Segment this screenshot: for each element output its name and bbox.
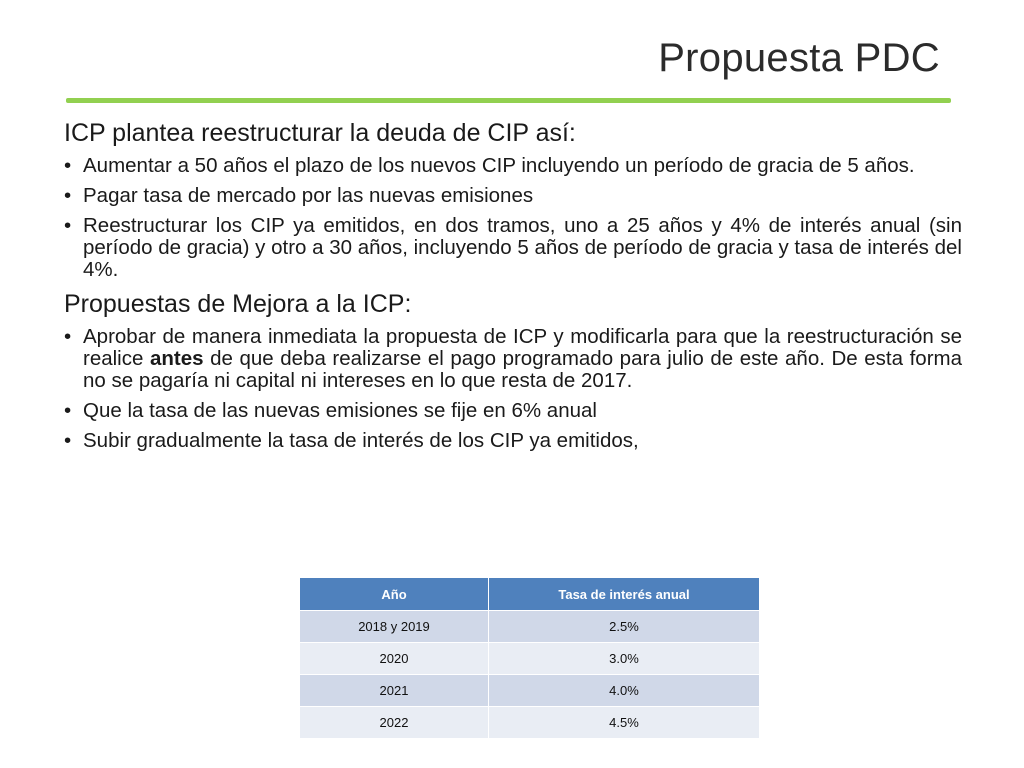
cell-year: 2018 y 2019 — [300, 611, 489, 643]
column-header-year: Año — [300, 578, 489, 611]
bullet-text: Subir gradualmente la tasa de interés de los CIP ya emitidos, — [83, 429, 639, 452]
cell-rate: 4.0% — [489, 675, 760, 707]
table-row — [300, 611, 760, 643]
cell-rate: 2.5% — [489, 611, 760, 643]
section-heading-icp: ICP plantea reestructurar la deuda de CIP así: — [64, 119, 576, 147]
cell-year: 2021 — [300, 675, 489, 707]
section-heading-mejora: Propuestas de Mejora a la ICP: — [64, 290, 412, 318]
title-underline — [66, 98, 951, 103]
slide-body — [64, 118, 962, 460]
bullet-list-mejora — [64, 326, 962, 452]
table-row — [300, 643, 760, 675]
list-item: • Reestructurar los CIP ya emitidos, en dos tramos, uno a 25 años y 4% de interés anual (sin período de gracia) y otro a 30 años, incluyendo 5 años de período de gracia y tasa de interés del 4%. — [64, 214, 962, 281]
bullet-text: Pagar tasa de mercado por las nuevas emisiones — [83, 184, 534, 207]
cell-year: 2020 — [300, 643, 489, 675]
bullet-text: Que la tasa de las nuevas emisiones se fije en 6% anual — [83, 399, 597, 422]
bullet-list-icp — [64, 155, 962, 281]
table-row — [300, 707, 760, 739]
list-item: • Aumentar a 50 años el plazo de los nuevos CIP incluyendo un período de gracia de 5 años. — [64, 154, 915, 177]
list-item: • Que la tasa de las nuevas emisiones se fije en 6% anual — [64, 399, 597, 422]
column-header-rate: Tasa de interés anual — [489, 578, 760, 611]
cell-year: 2022 — [300, 707, 489, 739]
bullet-text: Aprobar de manera inmediata la propuesta de ICP y modificarla para que la reestructuración se realice antes de que deba realizarse el pago programado para julio de este año. De esta forma no se pagaría ni capital ni intereses en lo que resta de 2017. — [83, 325, 962, 392]
bold-word: antes — [149, 347, 204, 370]
list-item: • Pagar tasa de mercado por las nuevas emisiones — [64, 184, 534, 207]
table-header-row — [300, 578, 760, 611]
list-item: • Subir gradualmente la tasa de interés de los CIP ya emitidos, — [64, 429, 639, 452]
list-item: • Aprobar de manera inmediata la propuesta de ICP y modificarla para que la reestructuración se realice antes de que deba realizarse el pago programado para julio de este año. De esta forma no se pagaría ni capital ni intereses en lo que resta de 2017. — [64, 325, 962, 392]
bullet-text: Reestructurar los CIP ya emitidos, en dos tramos, uno a 25 años y 4% de interés anual (sin período de gracia) y otro a 30 años, incluyendo 5 años de período de gracia y tasa de interés del 4%. — [83, 214, 962, 281]
bullet-text: Aumentar a 50 años el plazo de los nuevos CIP incluyendo un período de gracia de 5 años. — [83, 154, 915, 177]
cell-rate: 3.0% — [489, 643, 760, 675]
interest-rate-table — [299, 577, 760, 739]
slide-title: Propuesta PDC — [658, 36, 940, 80]
table-row — [300, 675, 760, 707]
cell-rate: 4.5% — [489, 707, 760, 739]
